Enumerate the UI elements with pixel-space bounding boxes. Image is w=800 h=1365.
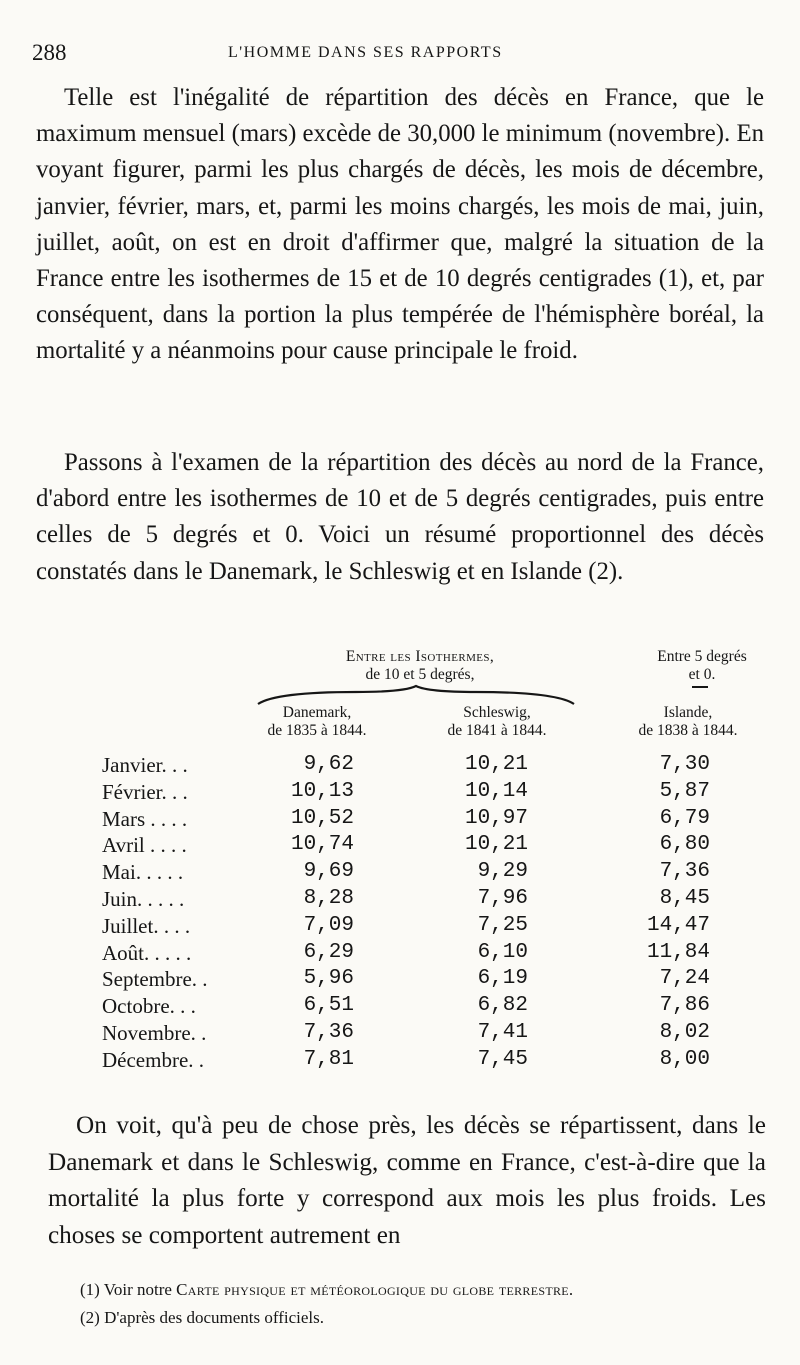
value-islande: 8,45 — [659, 886, 710, 910]
table-body — [0, 752, 800, 1074]
value-islande: 11,84 — [646, 940, 710, 964]
value-islande: 8,00 — [659, 1047, 710, 1071]
running-title: L'HOMME DANS SES RAPPORTS — [228, 44, 503, 61]
footnote-1-text: (1) Voir notre — [80, 1280, 177, 1299]
value-danemark: 6,29 — [303, 940, 354, 964]
month-label: Juillet. . . . — [102, 913, 191, 938]
value-islande: 7,24 — [659, 967, 710, 991]
value-islande: 6,79 — [659, 806, 710, 830]
group-header-isothermes-line2: de 10 et 5 degrés, — [365, 666, 475, 683]
table-row — [0, 806, 800, 833]
month-label: Décembre. . — [102, 1047, 205, 1072]
value-danemark: 8,28 — [303, 886, 354, 910]
table-row — [0, 832, 800, 859]
value-schleswig: 7,45 — [477, 1047, 528, 1071]
value-islande: 7,86 — [659, 994, 710, 1018]
islande-rule — [690, 684, 710, 690]
group-brace — [256, 684, 576, 706]
table-row — [0, 993, 800, 1020]
paragraph-2-text: Passons à l'examen de la répartition des décès au nord de la France, d'abord entre les isothermes de 10 et de 5 degrés centigrades, puis entre celles de 5 degrés et 0. Voici un résumé proportionnel des décès constatés dans le Danemark, le Schleswig et en Islande (2). — [36, 449, 764, 585]
value-danemark: 9,62 — [303, 753, 354, 776]
footnote-2 — [80, 1304, 780, 1332]
value-danemark: 10,52 — [290, 806, 354, 830]
month-label: Avril . . . . — [102, 833, 187, 858]
group-header-islande-line2: et 0. — [688, 666, 716, 683]
column-period-danemark: de 1835 à 1844. — [267, 722, 367, 739]
paragraph-3 — [48, 1108, 766, 1254]
month-label: Juin. . . . . — [102, 886, 185, 911]
month-label: Août. . . . . — [102, 940, 192, 965]
table-row — [0, 886, 800, 913]
month-label: Octobre. . . — [102, 994, 196, 1019]
page-number: 288 — [32, 40, 67, 65]
value-schleswig: 10,14 — [464, 779, 528, 803]
value-schleswig: 7,25 — [477, 913, 528, 937]
value-schleswig: 6,82 — [477, 994, 528, 1018]
value-schleswig: 6,10 — [477, 940, 528, 964]
value-schleswig: 10,97 — [464, 806, 528, 830]
table-row — [0, 940, 800, 967]
table-row — [0, 1020, 800, 1047]
column-header-islande: Islande, — [663, 704, 713, 721]
value-danemark: 7,81 — [303, 1047, 354, 1071]
value-schleswig: 10,21 — [464, 833, 528, 857]
footnotes — [80, 1276, 780, 1332]
value-danemark: 9,69 — [303, 860, 354, 884]
value-danemark: 7,36 — [303, 1020, 354, 1044]
value-islande: 8,02 — [659, 1020, 710, 1044]
paragraph-1 — [36, 80, 764, 370]
month-label: Février. . . — [102, 779, 188, 804]
paragraph-3-text: On voit, qu'à peu de chose près, les décès se répartissent, dans le Danemark et dans le Schleswig, comme en France, c'est-à-dire que la mortalité la plus forte y correspond aux mois les plus froids. Les choses se comportent autrement en — [48, 1112, 766, 1249]
value-danemark: 7,09 — [303, 913, 354, 937]
running-head — [32, 40, 772, 70]
value-schleswig: 6,19 — [477, 967, 528, 991]
table-row — [0, 752, 800, 779]
column-header-schleswig: Schleswig, — [463, 704, 531, 721]
value-islande: 6,80 — [659, 833, 710, 857]
mortality-table — [0, 640, 800, 1090]
month-label: Septembre. . — [102, 967, 208, 992]
column-period-schleswig: de 1841 à 1844. — [447, 722, 547, 739]
table-row — [0, 1047, 800, 1074]
column-period-islande: de 1838 à 1844. — [638, 722, 738, 739]
group-header-isothermes-line1: Entre les Isothermes, — [345, 648, 495, 665]
footnote-1 — [80, 1276, 780, 1304]
month-label: Novembre. . — [102, 1020, 207, 1045]
month-label: Mars . . . . — [102, 806, 188, 831]
table-row — [0, 913, 800, 940]
value-islande: 7,36 — [659, 860, 710, 884]
paragraph-1-text: Telle est l'inégalité de répartition des décès en France, que le maximum mensuel (mars) excède de 30,000 le minimum (novembre). En voyant figurer, parmi les plus chargés de décès, les mois de décembre, janvier, février, mars, et, parmi les moins chargés, les mois de mai, juin, juillet, août, on est en droit d'affirmer que, malgré la situation de la France entre les isothermes de 15 et de 10 degrés centigrades (1), et, par conséquent, dans la portion la plus tempérée de l'hémisphère boréal, la mortalité y a néanmoins pour cause principale le froid. — [36, 84, 764, 365]
group-header-islande-line1: Entre 5 degrés — [657, 648, 747, 665]
value-danemark: 10,74 — [290, 833, 354, 857]
paragraph-2 — [36, 445, 764, 590]
footnote-1-reference: Carte physique et météorologique du globe terrestre. — [176, 1280, 574, 1299]
value-danemark: 5,96 — [303, 967, 354, 991]
column-header-danemark: Danemark, — [282, 704, 352, 721]
value-schleswig: 10,21 — [464, 753, 528, 776]
table-row — [0, 966, 800, 993]
value-schleswig: 7,96 — [477, 886, 528, 910]
value-islande: 5,87 — [659, 779, 710, 803]
value-islande: 14,47 — [646, 913, 710, 937]
table-row — [0, 859, 800, 886]
month-label: Mai. . . . . — [102, 860, 184, 885]
footnote-2-text: (2) D'après des documents officiels. — [80, 1308, 324, 1327]
value-danemark: 6,51 — [303, 994, 354, 1018]
month-label: Janvier. . . — [102, 753, 188, 777]
value-danemark: 10,13 — [290, 779, 354, 803]
value-islande: 7,30 — [659, 753, 710, 776]
table-row — [0, 779, 800, 806]
value-schleswig: 7,41 — [477, 1020, 528, 1044]
value-schleswig: 9,29 — [477, 860, 528, 884]
